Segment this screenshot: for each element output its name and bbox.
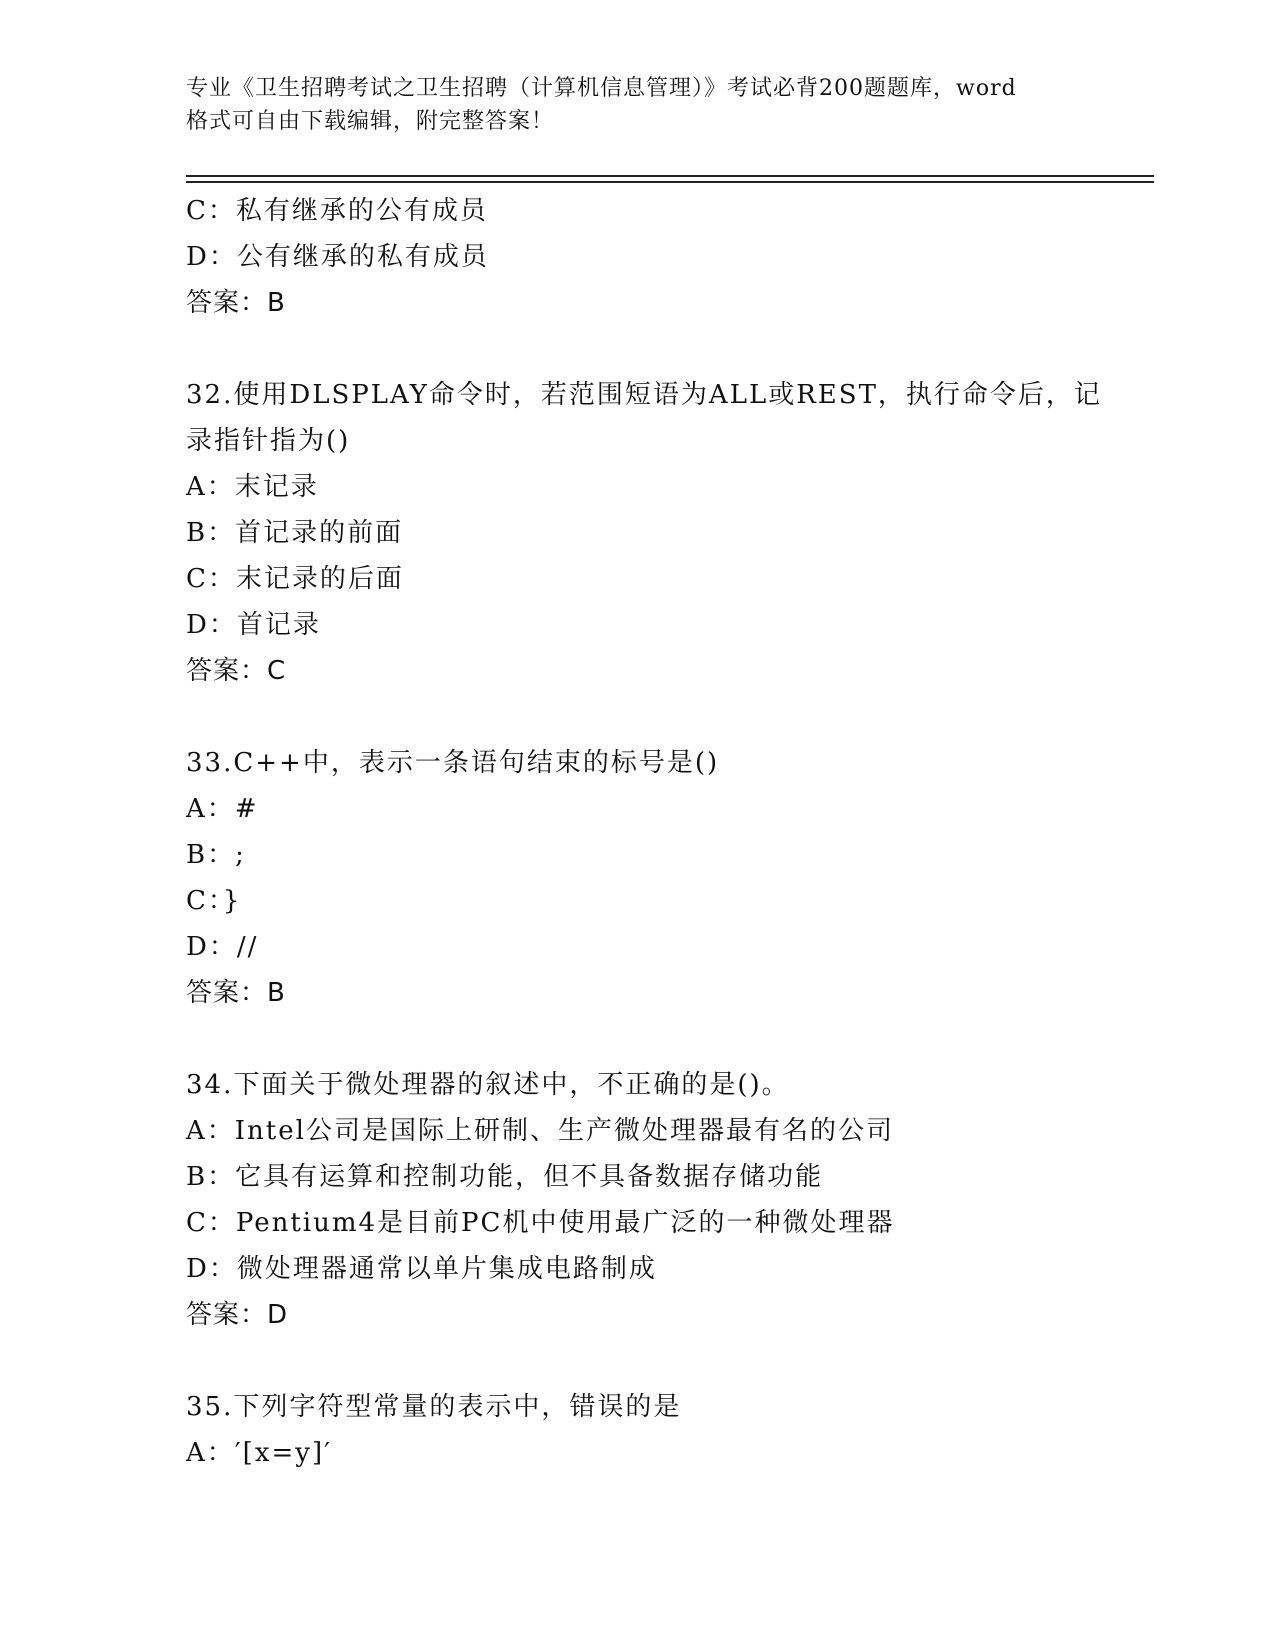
answer: 答案：C	[186, 656, 287, 686]
document-header	[186, 72, 1086, 138]
option-b: B：它具有运算和控制功能，但不具备数据存储功能	[186, 1162, 824, 1192]
option-d: D：公有继承的私有成员	[186, 242, 489, 272]
spacer	[186, 694, 1136, 740]
question-34	[186, 1062, 1136, 1338]
option-d: D：微处理器通常以单片集成电路制成	[186, 1254, 657, 1284]
header-divider-bottom	[186, 181, 1154, 183]
question-stem-line-1: 32.使用DLSPLAY命令时，若范围短语为ALL或REST，执行命令后，记	[186, 380, 1102, 410]
answer: 答案：B	[186, 978, 286, 1008]
answer: 答案：D	[186, 1300, 289, 1330]
spacer	[186, 1016, 1136, 1062]
option-a: A：′[x=y]′	[186, 1438, 333, 1468]
option-c: C：}	[186, 886, 242, 916]
option-b: B：首记录的前面	[186, 518, 404, 548]
option-c: C：Pentium4是目前PC机中使用最广泛的一种微处理器	[186, 1208, 895, 1238]
question-35	[186, 1384, 1136, 1476]
question-stem: 33.C++中，表示一条语句结束的标号是()	[186, 748, 720, 778]
spacer	[186, 1338, 1136, 1384]
option-c: C：末记录的后面	[186, 564, 404, 594]
spacer	[186, 326, 1136, 372]
question-list	[186, 188, 1136, 1476]
question-32	[186, 372, 1136, 694]
option-d: D：//	[186, 932, 259, 962]
option-b: B：;	[186, 840, 246, 870]
option-a: A：Intel公司是国际上研制、生产微处理器最有名的公司	[186, 1116, 894, 1146]
question-31	[186, 188, 1136, 326]
question-stem-line-2: 录指针指为()	[186, 426, 351, 456]
question-stem: 34.下面关于微处理器的叙述中，不正确的是()。	[186, 1070, 790, 1100]
option-a: A：#	[186, 794, 259, 824]
header-divider-top	[186, 175, 1154, 177]
header-line-1: 专业《卫生招聘考试之卫生招聘（计算机信息管理）》考试必背200题题库，word	[186, 76, 1017, 101]
option-a: A：末记录	[186, 472, 319, 502]
option-c: C：私有继承的公有成员	[186, 196, 488, 226]
header-line-2: 格式可自由下载编辑，附完整答案！	[186, 109, 555, 134]
option-d: D：首记录	[186, 610, 321, 640]
answer: 答案：B	[186, 288, 286, 318]
question-33	[186, 740, 1136, 1016]
question-stem: 35.下列字符型常量的表示中，错误的是	[186, 1392, 682, 1422]
